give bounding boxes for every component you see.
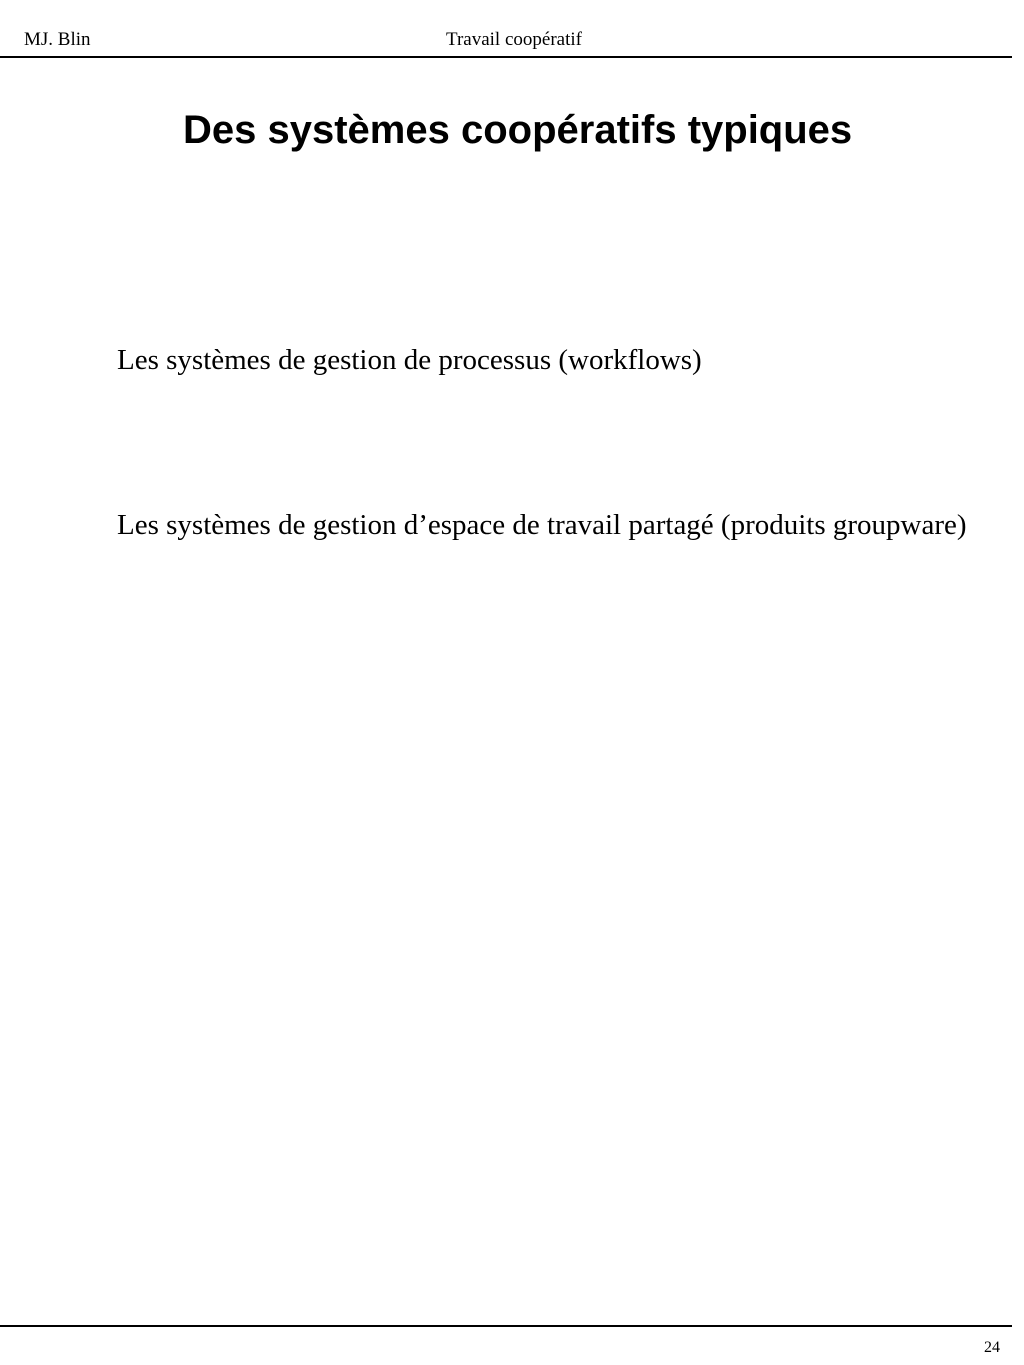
header-author: MJ. Blin <box>24 29 91 50</box>
header-course-title: Travail coopératif <box>446 29 582 50</box>
slide-title: Des systèmes coopératifs typiques <box>183 108 853 152</box>
list-item-workflows: Les systèmes de gestion de processus (workflows) <box>117 344 702 376</box>
page-number: 24 <box>984 1339 1000 1356</box>
list-item-groupware: Les systèmes de gestion d’espace de travail partagé (produits groupware) <box>117 509 967 541</box>
header-divider <box>0 56 1012 58</box>
footer-divider <box>0 1325 1012 1327</box>
